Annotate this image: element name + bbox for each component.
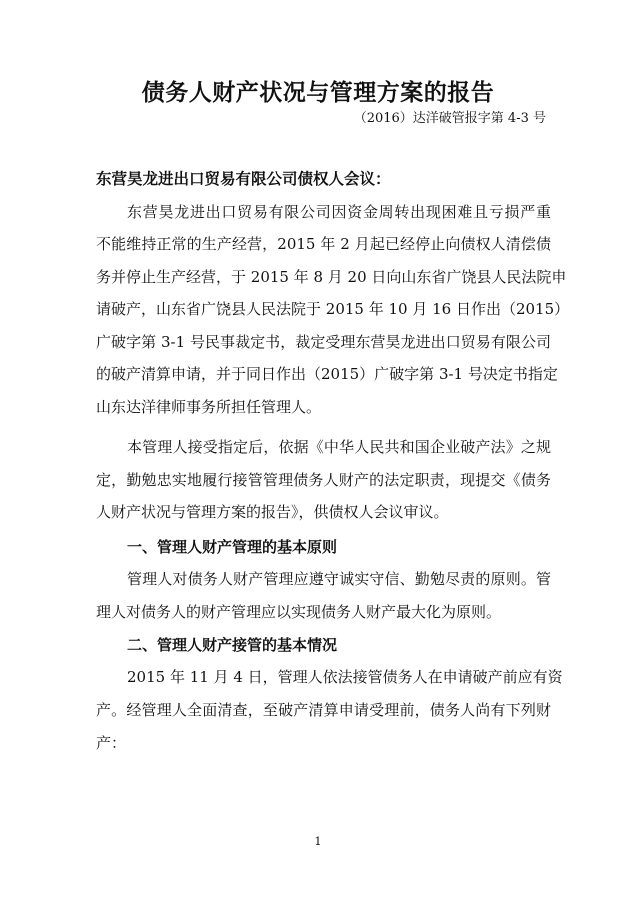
paragraph-line: 请破产，山东省广饶县人民法院于 2015 年 10 月 16 日作出（2015）	[96, 300, 570, 318]
section-heading-2: 二、管理人财产接管的基本情况	[127, 636, 338, 654]
paragraph-line: 本管理人接受指定后，依据《中华人民共和国企业破产法》之规	[127, 438, 551, 456]
paragraph-line: 理人对债务人的财产管理应以实现债务人财产最大化为原则。	[96, 603, 502, 621]
paragraph-line: 广破字第 3-1 号民事裁定书，裁定受理东营昊龙进出口贸易有限公司	[96, 333, 551, 351]
paragraph-line: 2015 年 11 月 4 日，管理人依法接管债务人在申请破产前应有资	[127, 668, 563, 686]
paragraph-line: 东营昊龙进出口贸易有限公司因资金周转出现困难且亏损严重	[127, 203, 551, 221]
document-number: （2016）达洋破管报字第 4-3 号	[353, 111, 546, 126]
paragraph-line: 定，勤勉忠实地履行接管管理债务人财产的法定职责，现提交《债务	[96, 471, 551, 489]
paragraph-line: 山东达洋律师事务所担任管理人。	[96, 398, 322, 416]
paragraph-line: 务并停止生产经营，于 2015 年 8 月 20 日向山东省广饶县人民法院申	[96, 268, 567, 286]
document-title: 债务人财产状况与管理方案的报告	[141, 79, 495, 106]
paragraph-line: 产：	[96, 734, 127, 752]
paragraph-line: 产。经管理人全面清查，至破产清算申请受理前，债务人尚有下列财	[96, 701, 551, 719]
paragraph-line: 不能维持正常的生产经营，2015 年 2 月起已经停止向债权人清偿债	[96, 235, 551, 253]
section-heading-1: 一、管理人财产管理的基本原则	[127, 538, 338, 556]
paragraph-line: 管理人对债务人财产管理应遵守诚实守信、勤勉尽责的原则。管	[127, 570, 551, 588]
addressee: 东营昊龙进出口贸易有限公司债权人会议：	[96, 169, 391, 188]
paragraph-line: 的破产清算申请，并于同日作出（2015）广破字第 3-1 号决定书指定	[96, 365, 558, 383]
paragraph-line: 人财产状况与管理方案的报告》，供债权人会议审议。	[96, 503, 449, 521]
page-number: 1	[314, 835, 322, 848]
